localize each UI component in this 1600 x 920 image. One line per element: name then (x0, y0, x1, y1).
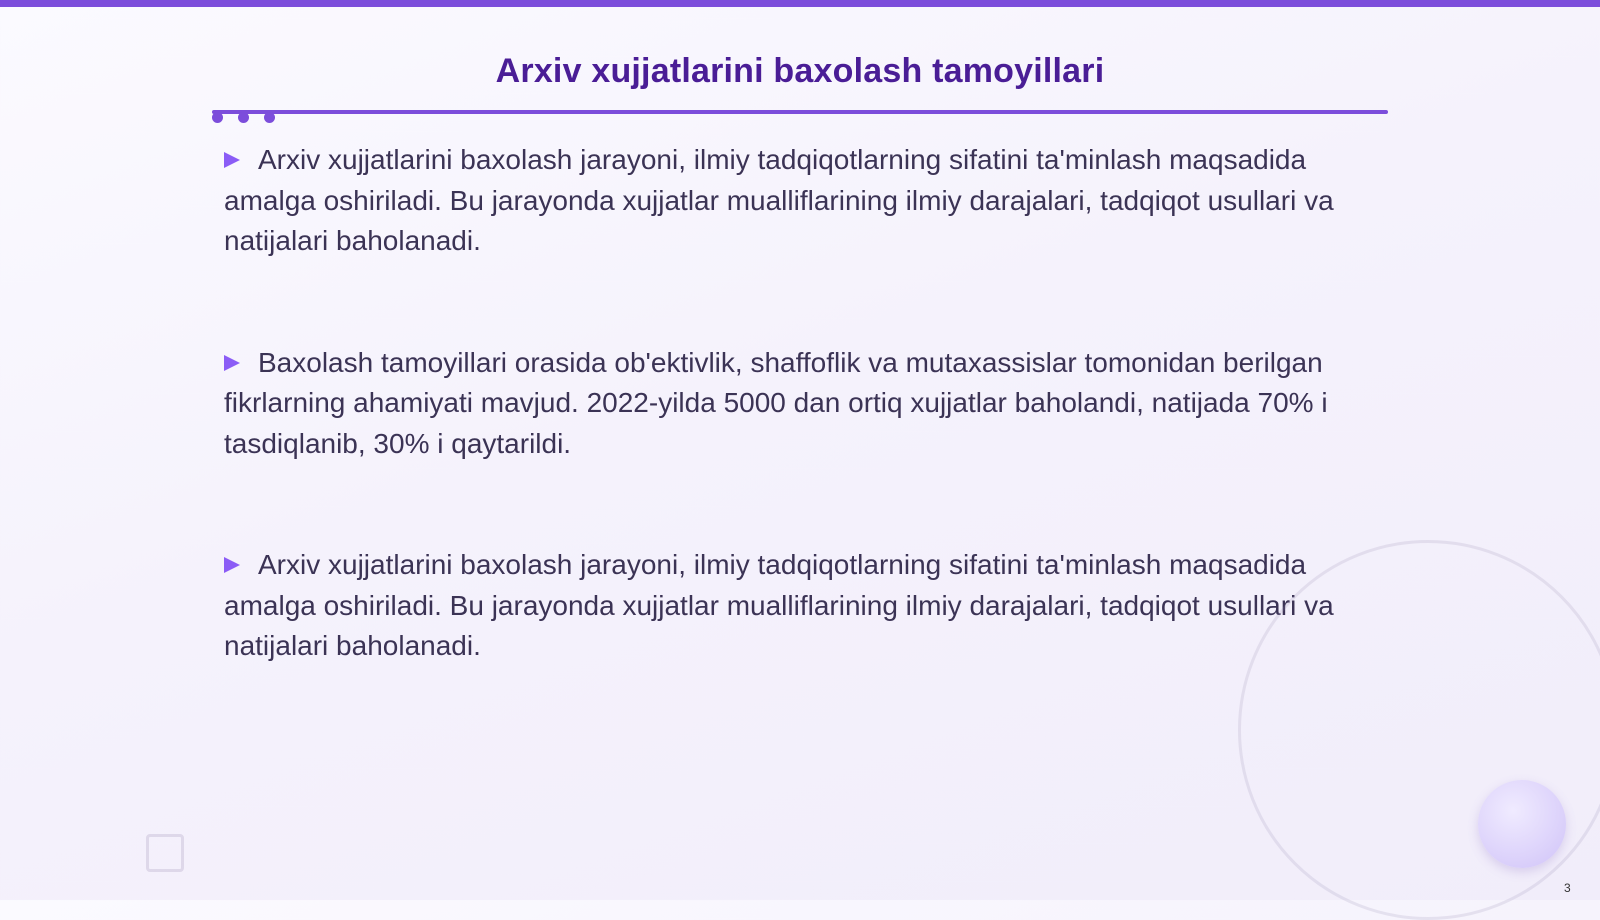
bullet-item (224, 343, 1374, 465)
bullet-text: Baxolash tamoyillari orasida ob'ektivlik, shaffoflik va mutaxassislar tomonidan berilgan fikrlarning ahamiyati mavjud. 2022-yilda 5000 dan ortiq xujjatlar baholandi, natijada 70% i tasdiqlanib, 30% i qaytarildi. (224, 346, 1328, 459)
triangle-right-icon (224, 152, 240, 168)
decor-square-icon (146, 834, 184, 872)
triangle-right-icon (224, 557, 240, 573)
bullet-text: Arxiv xujjatlarini baxolash jarayoni, ilmiy tadqiqotlarning sifatini ta'minlash maqsadida amalga oshiriladi. Bu jarayonda xujjatlar mualliflarining ilmiy darajalari, tadqiqot usullari va natijalari baholanadi. (224, 144, 1334, 256)
bullet-list (224, 140, 1374, 748)
page-number: 3 (1564, 881, 1571, 895)
title-underline (212, 110, 1388, 114)
decor-circle-icon (1478, 780, 1566, 868)
slide-title: Arxiv xujjatlarini baxolash tamoyillari (495, 52, 1105, 90)
decor-dot-icon (212, 112, 223, 123)
top-accent-bar (0, 0, 1600, 7)
decor-dot-icon (264, 112, 275, 123)
decor-ring (1238, 540, 1600, 920)
decor-dot-icon (238, 112, 249, 123)
bullet-text: Arxiv xujjatlarini baxolash jarayoni, ilmiy tadqiqotlarning sifatini ta'minlash maqsadida amalga oshiriladi. Bu jarayonda xujjatlar mualliflarining ilmiy darajalari, tadqiqot usullari va natijalari baholanadi. (224, 549, 1334, 661)
bullet-item (224, 140, 1374, 262)
triangle-right-icon (224, 355, 240, 371)
bullet-item (224, 545, 1374, 667)
